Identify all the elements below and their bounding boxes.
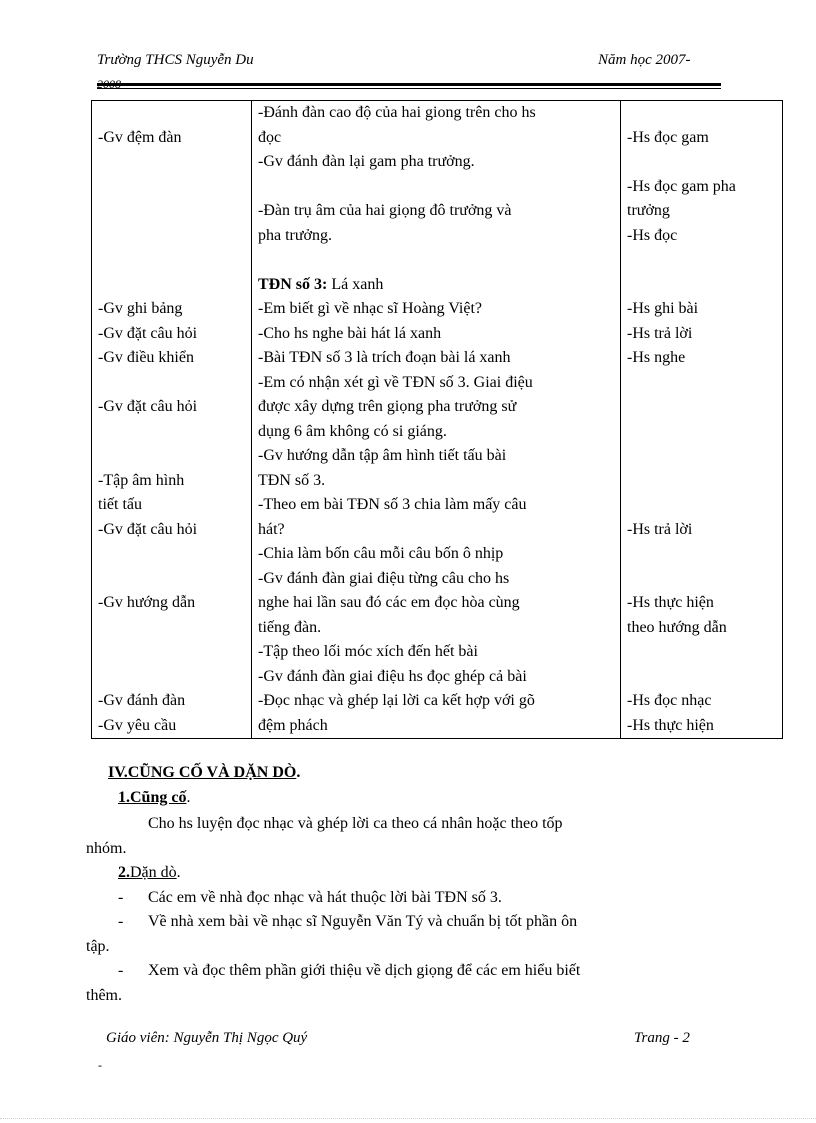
table-cell-line: -Gv yêu cầu xyxy=(98,716,177,734)
table-cell-line xyxy=(627,640,782,665)
table-cell-line: -Hs ghi bài xyxy=(627,300,699,317)
list-item-continued: tập. xyxy=(86,938,110,955)
teacher-activity-column xyxy=(92,101,252,739)
table-cell-line xyxy=(627,542,782,567)
song-heading: TĐN số 3: xyxy=(258,275,328,293)
table-cell-line: -Hs đọc gam xyxy=(627,128,709,146)
list-item-bullet: - xyxy=(118,889,124,906)
table-cell-line xyxy=(98,542,251,567)
table-cell-line xyxy=(627,150,782,175)
table-cell-line xyxy=(627,101,782,126)
table-cell-line: -Gv đánh đàn lại gam pha trưởng. xyxy=(258,153,475,170)
subsection-2-title xyxy=(118,864,181,882)
subsection-1-title-text: 1.Cũng cố xyxy=(118,789,187,806)
table-cell-line xyxy=(627,493,782,518)
table-cell-line xyxy=(258,273,620,298)
header-rule-thick xyxy=(97,83,721,86)
school-year: Năm học 2007- xyxy=(598,52,691,68)
table-cell-line: -Đọc nhạc và ghép lại lời ca kết hợp với gõ xyxy=(258,692,535,709)
table-cell-line: -Chia làm bốn câu mỗi câu bốn ô nhịp xyxy=(258,545,504,562)
table-cell-line: nghe hai lần sau đó các em đọc hòa cùng xyxy=(258,594,520,611)
page-number: Trang - 2 xyxy=(634,1030,690,1046)
table-cell-line: -Hs đọc nhạc xyxy=(627,692,712,709)
table-cell-line xyxy=(627,444,782,469)
table-cell-line: TĐN số 3. xyxy=(258,471,326,489)
table-cell-line xyxy=(627,248,782,273)
table-cell-line: -Hs đọc xyxy=(627,226,678,244)
table-cell-line xyxy=(98,371,251,396)
list-item: Về nhà xem bài về nhạc sĩ Nguyễn Văn Tý và chuẩn bị tốt phần ôn xyxy=(148,913,578,930)
table-cell-line xyxy=(98,248,251,273)
table-cell-line xyxy=(627,567,782,592)
table-cell-line xyxy=(98,150,251,175)
table-cell-line: -Hs thực hiện xyxy=(627,716,714,734)
table-cell-line: trưởng xyxy=(627,202,670,219)
list-item-bullet: - xyxy=(118,913,124,930)
section-title xyxy=(108,764,300,782)
table-cell-line: -Em biết gì về nhạc sĩ Hoàng Việt? xyxy=(258,300,483,317)
section-title-period: . xyxy=(296,764,301,781)
table-cell-line xyxy=(98,224,251,249)
lesson-activity-table xyxy=(91,100,783,739)
table-cell-line: -Hs nghe xyxy=(627,349,686,366)
table-cell-line: -Gv hướng dẫn tập âm hình tiết tấu bài xyxy=(258,447,507,464)
table-cell-line xyxy=(627,469,782,494)
subsection-1-title xyxy=(118,789,190,807)
table-cell-line xyxy=(98,420,251,445)
header-rule-thin xyxy=(97,88,721,89)
table-cell-line: -Gv hướng dẫn xyxy=(98,594,196,611)
table-cell-line: -Hs đọc gam pha xyxy=(627,177,736,195)
list-item: Các em về nhà đọc nhạc và hát thuộc lời bài TĐN số 3. xyxy=(148,889,502,906)
table-cell-line: -Theo em bài TĐN số 3 chia làm mấy câu xyxy=(258,496,527,513)
table-cell-line: -Tập âm hình xyxy=(98,471,185,489)
list-item: Xem và đọc thêm phần giới thiệu về dịch giọng để các em hiểu biết xyxy=(148,962,581,979)
table-cell-line: -Gv đánh đàn xyxy=(98,692,186,709)
table-cell-line: -Gv đánh đàn giai điệu từng câu cho hs xyxy=(258,569,510,587)
table-cell-line xyxy=(627,420,782,445)
subsection-1-paragraph-line2: nhóm. xyxy=(86,840,127,857)
table-cell-line: được xây dựng trên giọng pha trưởng sử xyxy=(258,398,517,415)
table-cell-line: -Em có nhận xét gì về TĐN số 3. Giai điệu xyxy=(258,373,533,391)
table-cell-line xyxy=(98,101,251,126)
table-cell-line: theo hướng dẫn xyxy=(627,618,727,636)
content-column xyxy=(252,101,621,739)
table-cell-line: -Gv ghi bảng xyxy=(98,300,183,317)
table-cell-line: -Đánh đàn cao độ của hai giong trên cho hs xyxy=(258,104,536,121)
table-cell-line: đệm phách xyxy=(258,716,328,734)
table-cell-line: -Tập theo lối móc xích đến hết bài xyxy=(258,643,478,660)
table-cell-line: -Gv đặt câu hỏi xyxy=(98,520,198,538)
table-cell-line xyxy=(98,175,251,200)
table-cell-line: -Cho hs nghe bài hát lá xanh xyxy=(258,324,442,342)
table-row xyxy=(92,101,783,739)
table-cell-line: -Gv đệm đàn xyxy=(98,128,182,146)
footer-dash: - xyxy=(98,1058,102,1072)
teacher-name: Giáo viên: Nguyễn Thị Ngọc Quý xyxy=(106,1030,308,1046)
table-cell-line: pha trưởng. xyxy=(258,226,333,244)
table-cell-line xyxy=(98,665,251,690)
table-cell-line xyxy=(258,248,620,273)
table-cell-line: dụng 6 âm không có si giáng. xyxy=(258,422,447,440)
table-cell-line: -Hs thực hiện xyxy=(627,594,714,611)
table-cell-line xyxy=(98,567,251,592)
table-cell-line: -Gv đặt câu hỏi xyxy=(98,398,198,415)
list-item-continued: thêm. xyxy=(86,987,122,1004)
table-cell-line: -Gv điều khiển xyxy=(98,349,194,366)
table-cell-line: -Hs trả lời xyxy=(627,324,693,342)
table-cell-line xyxy=(98,273,251,298)
song-title: Lá xanh xyxy=(327,275,384,293)
page-bottom-divider xyxy=(0,1118,816,1119)
table-cell-line: -Gv đặt câu hỏi xyxy=(98,324,198,342)
section-title-text: IV.CŨNG CỐ VÀ DẶN DÒ xyxy=(108,764,297,781)
table-cell-line xyxy=(98,640,251,665)
subsection-2-number: 2. xyxy=(118,864,130,881)
table-cell-line xyxy=(627,371,782,396)
table-cell-line: tiết tấu xyxy=(98,496,142,513)
table-cell-line xyxy=(627,395,782,420)
subsection-2-period: . xyxy=(176,864,181,881)
table-cell-line: -Gv đánh đàn giai điệu hs đọc ghép cả bài xyxy=(258,667,527,685)
table-cell-line: đọc xyxy=(258,128,282,146)
subsection-2-title-text xyxy=(118,864,177,881)
student-activity-column xyxy=(621,101,783,739)
table-cell-line: -Hs trả lời xyxy=(627,520,693,538)
subsection-1-paragraph-line1: Cho hs luyện đọc nhạc và ghép lời ca theo cá nhân hoặc theo tốp xyxy=(148,815,563,832)
table-cell-line xyxy=(258,175,620,200)
table-cell-line: tiếng đàn. xyxy=(258,618,322,636)
table-cell-line: -Đàn trụ âm của hai giọng đô trưởng và xyxy=(258,202,512,219)
school-name: Trường THCS Nguyễn Du xyxy=(97,52,254,68)
subsection-1-period: . xyxy=(186,789,191,806)
table-cell-line xyxy=(98,444,251,469)
subsection-2-label: Dặn dò xyxy=(130,864,177,881)
table-cell-line xyxy=(627,665,782,690)
table-cell-line: hát? xyxy=(258,520,285,538)
list-item-bullet: - xyxy=(118,962,124,979)
table-cell-line xyxy=(98,616,251,641)
table-cell-line xyxy=(98,199,251,224)
table-cell-line xyxy=(627,273,782,298)
table-cell-line: -Bài TĐN số 3 là trích đoạn bài lá xanh xyxy=(258,349,511,366)
